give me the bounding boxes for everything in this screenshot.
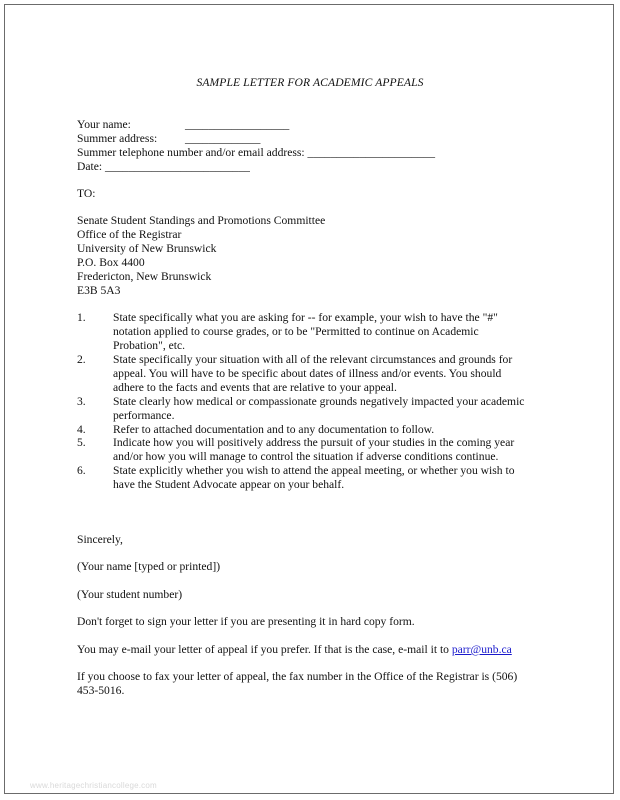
recipient-line: Senate Student Standings and Promotions Committee [77, 214, 326, 227]
recipient-line: E3B 5A3 [77, 284, 121, 297]
item-line: Probation", etc. [113, 338, 186, 352]
item-line: Indicate how you will positively address the pursuit of your studies in the coming year [113, 436, 515, 449]
recipient-line: Fredericton, New Brunswick [77, 270, 212, 283]
note-email [77, 643, 512, 657]
watermark: www.heritagechristiancollege.com [30, 781, 157, 790]
item-number: 6. [77, 464, 86, 477]
name-blank: __________________ [185, 118, 290, 131]
list-item [113, 423, 553, 437]
item-line: appeal. You will have to be specific about dates of illness and/or events. You should [113, 366, 502, 380]
item-line: State specifically your situation with all of the relevant circumstances and grounds for [113, 353, 513, 366]
signature-name: (Your name [typed or printed]) [77, 560, 221, 573]
item-line: State specifically what you are asking for -- for example, your wish to have the "#" [113, 311, 498, 324]
item-line: adhere to the facts and events that are relative to your appeal. [113, 380, 397, 394]
list-item [113, 353, 553, 394]
to-label: TO: [77, 187, 96, 200]
recipient-line: P.O. Box 4400 [77, 256, 145, 269]
address-blank: _____________ [185, 132, 261, 145]
item-line: State explicitly whether you wish to attend the appeal meeting, or whether you wish to [113, 464, 515, 477]
recipient-line: University of New Brunswick [77, 242, 217, 255]
letter-title: SAMPLE LETTER FOR ACADEMIC APPEALS [196, 76, 424, 89]
recipient-line: Office of the Registrar [77, 228, 182, 241]
item-number: 5. [77, 436, 86, 449]
note-fax-number: 453-5016. [77, 684, 125, 697]
field-contact: Summer telephone number and/or email address: ______________________ [77, 146, 436, 159]
closing: Sincerely, [77, 533, 123, 546]
name-label: Your name: [77, 118, 131, 131]
item-line: and/or how you will manage to control the situation if adverse conditions continue. [113, 449, 499, 463]
note-fax: If you choose to fax your letter of appeal, the fax number in the Office of the Registrar is (506) [77, 670, 518, 683]
list-item [113, 436, 553, 464]
list-item [113, 311, 553, 352]
note-email-text: You may e-mail your letter of appeal if you prefer. If that is the case, e-mail it to [77, 643, 452, 656]
item-line: State clearly how medical or compassionate grounds negatively impacted your academic [113, 395, 525, 408]
item-number: 2. [77, 353, 86, 366]
address-label: Summer address: [77, 132, 158, 145]
item-line: Refer to attached documentation and to any documentation to follow. [113, 423, 435, 436]
list-item [113, 464, 553, 492]
field-your-name [77, 118, 289, 132]
item-number: 3. [77, 395, 86, 408]
item-number: 4. [77, 423, 86, 436]
field-date: Date: _________________________ [77, 160, 250, 173]
field-summer-address [77, 132, 260, 146]
item-number: 1. [77, 311, 86, 324]
item-line: have the Student Advocate appear on your behalf. [113, 477, 345, 491]
item-line: notation applied to course grades, or to be "Permitted to continue on Academic [113, 324, 479, 338]
item-line: performance. [113, 408, 175, 422]
note-sign: Don't forget to sign your letter if you are presenting it in hard copy form. [77, 615, 415, 628]
list-item [113, 395, 553, 423]
email-link[interactable]: parr@unb.ca [451, 643, 512, 656]
signature-student-number: (Your student number) [77, 588, 183, 601]
